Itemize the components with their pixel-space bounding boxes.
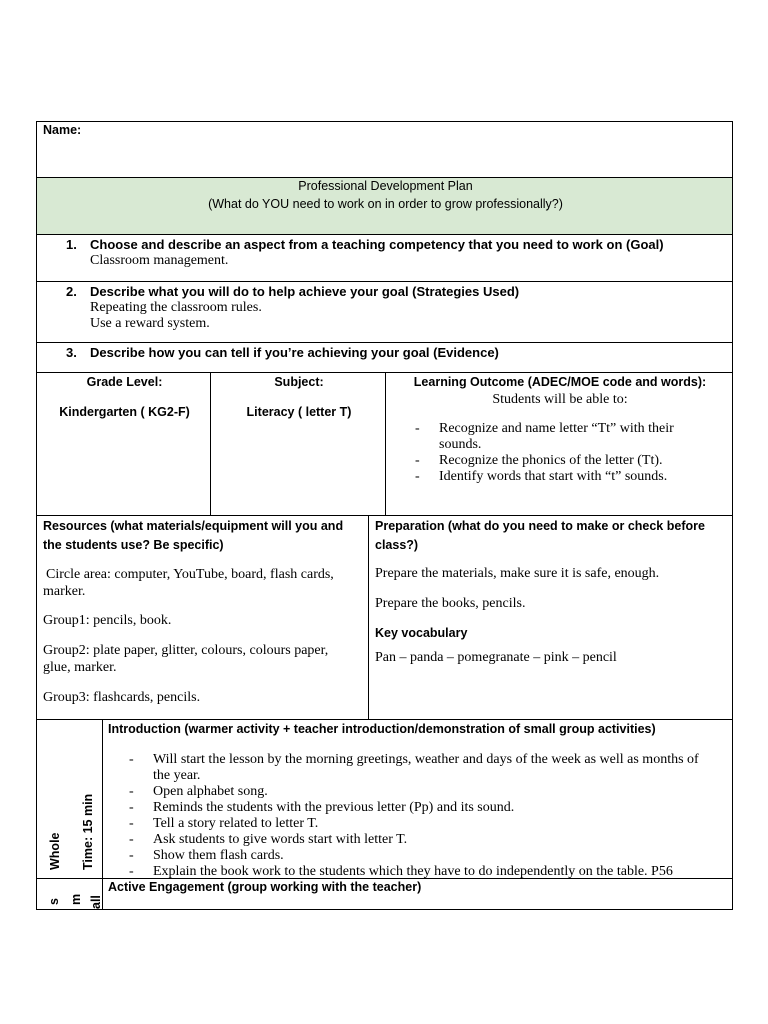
preparation-label: Preparation (what do you need to make or check before class?) bbox=[375, 519, 705, 552]
key-vocabulary-words: Pan – panda – pomegranate – pink – pencil bbox=[375, 650, 617, 665]
outcome-cell bbox=[385, 372, 733, 516]
intro-item: - Tell a story related to letter T. bbox=[129, 816, 719, 832]
intro-item: - Explain the book work to the students which they have to do independently on the table. P56 bbox=[129, 864, 719, 880]
question-1-row bbox=[36, 234, 733, 282]
outcome-intro: Students will be able to: bbox=[492, 392, 628, 407]
name-label: Name: bbox=[43, 123, 82, 137]
question-3-row bbox=[36, 342, 733, 373]
name-row bbox=[36, 121, 733, 178]
intro-side-whole: Whole bbox=[48, 832, 62, 870]
intro-item: - Will start the lesson by the morning greetings, weather and days of the week as well as months of the year. bbox=[129, 752, 719, 784]
engagement-side-all: all bbox=[89, 895, 103, 909]
resources-item: Circle area: computer, YouTube, board, flash cards, marker. bbox=[43, 567, 334, 599]
engagement-side-s: s bbox=[47, 898, 61, 905]
intro-item: - Open alphabet song. bbox=[129, 784, 719, 800]
engagement-side-cell bbox=[36, 878, 103, 910]
intro-content-cell bbox=[102, 719, 733, 879]
question-2-row bbox=[36, 281, 733, 343]
outcome-item: - Recognize and name letter “Tt” with their sounds. bbox=[415, 421, 715, 453]
plan-header bbox=[36, 177, 733, 235]
grade-value: Kindergarten ( KG2-F) bbox=[59, 405, 190, 419]
outcome-item: - Recognize the phonics of the letter (Tt). bbox=[415, 453, 715, 469]
subject-cell bbox=[210, 372, 386, 516]
engagement-side-m: m bbox=[69, 893, 83, 905]
resources-cell bbox=[36, 515, 369, 720]
question-2-answer-1: Repeating the classroom rules. bbox=[90, 300, 262, 315]
question-1-answer: Classroom management. bbox=[90, 253, 229, 268]
intro-list bbox=[129, 752, 719, 880]
preparation-item: Prepare the materials, make sure it is safe, enough. bbox=[375, 566, 660, 581]
intro-item: - Reminds the students with the previous letter (Pp) and its sound. bbox=[129, 800, 719, 816]
resources-item: Group2: plate paper, glitter, colours, colours paper, glue, marker. bbox=[43, 643, 329, 675]
outcome-list bbox=[415, 421, 715, 485]
question-2-answer-2: Use a reward system. bbox=[90, 316, 210, 331]
intro-side-time: Time: 15 min bbox=[81, 793, 95, 870]
intro-label: Introduction (warmer activity + teacher introduction/demonstration of small group activities) bbox=[108, 722, 656, 736]
outcome-label: Learning Outcome (ADEC/MOE code and words): bbox=[413, 375, 707, 389]
question-1-text: Choose and describe an aspect from a teaching competency that you need to work on (Goal) bbox=[90, 237, 664, 252]
plan-subtitle: (What do YOU need to work on in order to grow professionally?) bbox=[208, 197, 563, 211]
intro-side-cell bbox=[36, 719, 103, 879]
preparation-item: Prepare the books, pencils. bbox=[375, 596, 526, 611]
outcome-item: - Identify words that start with “t” sounds. bbox=[415, 469, 715, 485]
question-2-number: 2. bbox=[66, 284, 77, 299]
subject-value: Literacy ( letter T) bbox=[246, 405, 352, 419]
question-3-number: 3. bbox=[66, 345, 77, 360]
preparation-cell bbox=[368, 515, 733, 720]
plan-title: Professional Development Plan bbox=[298, 179, 473, 193]
question-1-number: 1. bbox=[66, 237, 77, 252]
question-2-text: Describe what you will do to help achieve your goal (Strategies Used) bbox=[90, 284, 520, 299]
grade-cell bbox=[36, 372, 211, 516]
resources-label: Resources (what materials/equipment will you and the students use? Be specific) bbox=[43, 519, 344, 552]
engagement-label: Active Engagement (group working with the teacher) bbox=[108, 880, 422, 894]
engagement-content-cell bbox=[102, 878, 733, 910]
resources-item: Group1: pencils, book. bbox=[43, 613, 172, 628]
subject-label: Subject: bbox=[274, 375, 324, 389]
key-vocabulary-label: Key vocabulary bbox=[375, 626, 468, 640]
grade-label: Grade Level: bbox=[86, 375, 163, 389]
resources-item: Group3: flashcards, pencils. bbox=[43, 690, 201, 705]
intro-item: - Show them flash cards. bbox=[129, 848, 719, 864]
intro-item: - Ask students to give words start with letter T. bbox=[129, 832, 719, 848]
question-3-text: Describe how you can tell if you’re achieving your goal (Evidence) bbox=[90, 345, 499, 360]
